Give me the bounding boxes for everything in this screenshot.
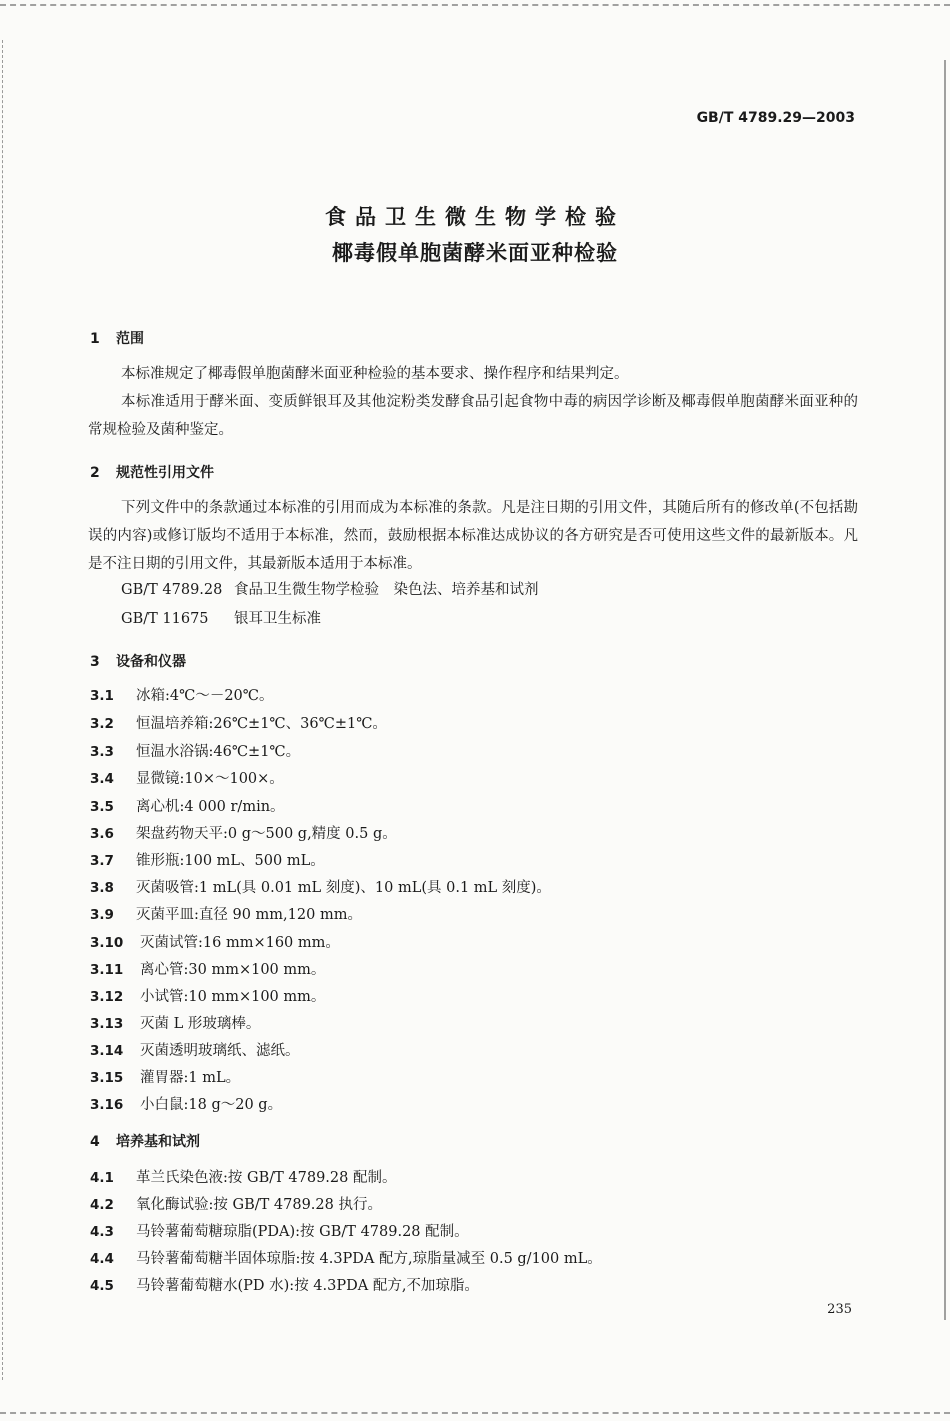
list-item — [90, 684, 274, 705]
section-title: 范围 — [116, 331, 144, 347]
title-line-1: 食品卫生微生物学检验 — [325, 205, 625, 229]
section-number: 2 — [90, 465, 100, 481]
item-number: 3.6 — [90, 826, 114, 842]
item-number: 3.4 — [90, 771, 114, 787]
item-number: 3.1 — [90, 688, 114, 704]
section-title: 规范性引用文件 — [116, 465, 214, 481]
item-text: 架盘药物天平:0 g～500 g,精度 0.5 g。 — [136, 826, 397, 842]
reference-code: GB/T 11675 — [121, 611, 209, 627]
item-text: 氧化酶试验:按 GB/T 4789.28 执行。 — [136, 1197, 382, 1213]
list-item — [90, 903, 362, 924]
item-text: 革兰氏染色液:按 GB/T 4789.28 配制。 — [136, 1170, 397, 1186]
item-text: 离心管:30 mm×100 mm。 — [140, 962, 326, 978]
item-number: 3.12 — [90, 989, 124, 1005]
section-number: 4 — [90, 1134, 100, 1150]
item-number: 3.3 — [90, 744, 114, 760]
list-item — [90, 822, 397, 843]
item-text: 灭菌试管:16 mm×160 mm。 — [140, 935, 340, 951]
item-number: 3.14 — [90, 1043, 124, 1059]
list-item — [90, 1247, 602, 1268]
item-number: 3.7 — [90, 853, 114, 869]
list-item — [90, 1166, 396, 1187]
section-title: 设备和仪器 — [116, 654, 186, 670]
reference-code: GB/T 4789.28 — [121, 582, 223, 598]
list-item — [90, 1012, 260, 1033]
list-item — [90, 849, 325, 870]
item-number: 3.13 — [90, 1016, 124, 1032]
item-text: 马铃薯葡萄糖水(PD 水):按 4.3PDA 配方,不加琼脂。 — [136, 1278, 479, 1294]
section-1-heading — [90, 328, 144, 348]
item-text: 灭菌 L 形玻璃棒。 — [140, 1016, 261, 1032]
item-text: 冰箱:4℃～－20℃。 — [136, 688, 274, 704]
list-item — [90, 767, 284, 788]
item-text: 马铃薯葡萄糖半固体琼脂:按 4.3PDA 配方,琼脂量减至 0.5 g/100 mL。 — [136, 1251, 602, 1267]
section-2-paragraph: 下列文件中的条款通过本标准的引用而成为本标准的条款。凡是注日期的引用文件，其随后所有的修改单(不包括勘误的内容)或修订版均不适用于本标准，然而，鼓励根据本标准达成协议的各方研究是否可使用这些文件的最新版本。凡是不注日期的引用文件，其最新版本适用于本标准。 — [88, 500, 858, 572]
section-1-paragraph-2: 本标准适用于酵米面、变质鲜银耳及其他淀粉类发酵食品引起食物中毒的病因学诊断及椰毒假单胞菌酵米面亚种的常规检验及菌种鉴定。 — [88, 394, 858, 438]
item-text: 灭菌透明玻璃纸、滤纸。 — [140, 1043, 300, 1059]
item-text: 锥形瓶:100 mL、500 mL。 — [136, 853, 325, 869]
document-code: GB/T 4789.29—2003 — [696, 110, 855, 126]
reference-title: 食品卫生微生物学检验 染色法、培养基和试剂 — [234, 582, 539, 598]
list-item — [90, 931, 340, 952]
section-3-heading — [90, 651, 186, 671]
item-number: 3.15 — [90, 1070, 124, 1086]
item-number: 4.4 — [90, 1251, 114, 1267]
section-1-paragraph-1: 本标准规定了椰毒假单胞菌酵米面亚种检验的基本要求、操作程序和结果判定。 — [121, 366, 629, 382]
list-item — [90, 1066, 240, 1087]
scan-edge-top — [0, 0, 950, 6]
scan-edge-right — [944, 60, 949, 1320]
scan-edge-left — [2, 40, 15, 1380]
list-item — [90, 1039, 300, 1060]
reference-item — [121, 578, 539, 599]
section-4-heading — [90, 1131, 200, 1151]
item-number: 4.3 — [90, 1224, 114, 1240]
item-number: 4.5 — [90, 1278, 114, 1294]
list-item — [90, 1193, 382, 1214]
section-number: 3 — [90, 654, 100, 670]
item-number: 4.2 — [90, 1197, 114, 1213]
item-number: 3.9 — [90, 907, 114, 923]
item-number: 3.16 — [90, 1097, 124, 1113]
scan-edge-bottom — [0, 1412, 950, 1418]
list-item — [90, 985, 325, 1006]
list-item — [90, 1274, 479, 1295]
item-number: 3.8 — [90, 880, 114, 896]
list-item — [90, 1220, 469, 1241]
list-item — [90, 876, 551, 897]
item-text: 灌胃器:1 mL。 — [140, 1070, 241, 1086]
section-number: 1 — [90, 331, 100, 347]
item-text: 恒温水浴锅:46℃±1℃。 — [136, 744, 301, 760]
item-number: 3.5 — [90, 799, 114, 815]
section-title: 培养基和试剂 — [116, 1134, 200, 1150]
item-text: 灭菌吸管:1 mL(具 0.01 mL 刻度)、10 mL(具 0.1 mL 刻度)。 — [136, 880, 551, 896]
item-text: 马铃薯葡萄糖琼脂(PDA):按 GB/T 4789.28 配制。 — [136, 1224, 469, 1240]
item-number: 3.10 — [90, 935, 124, 951]
item-number: 3.2 — [90, 716, 114, 732]
reference-item — [121, 607, 321, 628]
item-text: 小试管:10 mm×100 mm。 — [140, 989, 326, 1005]
list-item — [90, 795, 285, 816]
reference-title: 银耳卫生标准 — [234, 611, 321, 627]
list-item — [90, 1093, 282, 1114]
list-item — [90, 958, 325, 979]
list-item — [90, 712, 387, 733]
list-item — [90, 740, 300, 761]
item-number: 4.1 — [90, 1170, 114, 1186]
section-2-heading — [90, 462, 214, 482]
item-text: 灭菌平皿:直径 90 mm,120 mm。 — [136, 907, 362, 923]
item-text: 离心机:4 000 r/min。 — [136, 799, 285, 815]
item-text: 小白鼠:18 g～20 g。 — [140, 1097, 283, 1113]
page-number: 235 — [827, 1302, 852, 1317]
item-text: 恒温培养箱:26℃±1℃、36℃±1℃。 — [136, 716, 387, 732]
item-number: 3.11 — [90, 962, 124, 978]
item-text: 显微镜:10×～100×。 — [136, 771, 284, 787]
title-line-2: 椰毒假单胞菌酵米面亚种检验 — [332, 241, 618, 265]
